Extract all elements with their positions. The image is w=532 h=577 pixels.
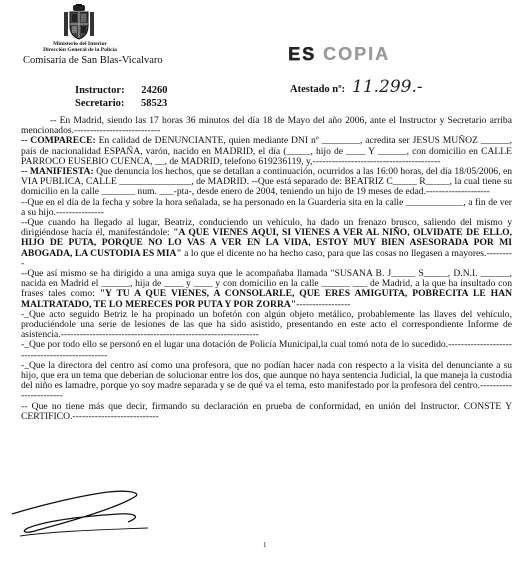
friend-text: --Que así mismo se ha dirigido a una amiga suya que le acompañaba llamada "SUSANA B. J_____ S_____, D.N.I. ______, nacida en Madrid el ______, hija de ____ y ____ y con domicilio en la calle ______ ___ de Madrid, a la que ha insultado con frases tales como: bbox=[21, 268, 512, 300]
opening-paragraph: -- En Madrid, siendo las 17 horas 36 minutos del día 18 de Mayo del año 2006, ante el Instructor y Secretario arriba mencionados.--------------------------- bbox=[21, 115, 512, 137]
handwritten-signature bbox=[8, 486, 158, 546]
assault-paragraph: -_Que acto seguido Betriz le ha propinado un bofetón con algún objeto metálico, probablemente las llaves del vehículo, produciéndole una serie de lesiones de las que ha sido asistido, presentando en este acto el correspondiente Informe de asistencia.-------------------------------------------------------------- bbox=[21, 308, 512, 341]
officer-ids bbox=[75, 84, 167, 110]
incident-quote: "A QUE VIENES AQUI, SI VIENES A VER AL NIÑO, OLVIDATE DE ELLO, HIJO DE PUTA, PORQUE NO LO VAS A VER EN LA VIDA, ESTOY MUY BIEN ASESORADA POR MI ABOGADA, LA CUSTODIA ES MIA" bbox=[21, 227, 512, 259]
instructor-value: 24260 bbox=[141, 85, 168, 96]
ministry-heading bbox=[30, 41, 130, 54]
statement-body bbox=[21, 116, 512, 422]
incident-paragraph bbox=[21, 218, 512, 269]
stamp-left-text: ES bbox=[288, 44, 317, 64]
school-paragraph: -_Que la directora del centro así como una profesora, que no podían hacer nada con respecto a la visita del denunciante a su hijo, que era un tema que deberían de solucionar entre los dos, que aunque no haya sentencia Judicial, la que maneja la custodia del niño es lamadre, porque yo soy madre separada y se de qué va el tema, esto manifestado por la profesora del centro.----------------------- bbox=[21, 359, 512, 402]
secretary-row bbox=[75, 97, 167, 110]
comparece-paragraph bbox=[21, 136, 512, 167]
coat-of-arms-logo bbox=[62, 4, 96, 40]
secretary-label: Secretario: bbox=[75, 98, 125, 109]
friend-text-end: ----------------- bbox=[296, 298, 351, 310]
incident-text: --Que cuando ha llegado al lugar, Beatriz, conduciendo un vehículo, ha dado un frenazo brusco, saliendo del mismo y dirigiéndose hacía él, manifestándole: bbox=[21, 217, 512, 239]
secretary-value: 58523 bbox=[141, 98, 168, 109]
instructor-label: Instructor: bbox=[75, 85, 125, 96]
closing-paragraph: -- Que no tiene más que decir, firmando su declaración en prueba de conformidad, en unión del Instructor. CONSTE Y CERTIFICO.--------------------------- bbox=[21, 400, 512, 422]
police-directorate: Dirección General de la Policía bbox=[43, 47, 117, 54]
comparece-text: En calidad de DENUNCIANTE, quien mediante DNI nº ________, acredita ser JESUS MUÑOZ ______, país de nacionalidad ESPAÑA, varón, nacido en MADRID, el día (_____, hijo de ____ Y ______, con domicilio en CALLE PARROCO EUSEBIO CUENCA, __, de MADRID, telefono 619236119, y,---------------------------------------- bbox=[21, 135, 512, 167]
page-number: 1 bbox=[263, 541, 267, 549]
atestado-number-handwritten: 11.299.- bbox=[352, 77, 423, 97]
instructor-row bbox=[75, 84, 167, 97]
atestado-label: Atestado nº: bbox=[290, 84, 346, 95]
guarderia-paragraph: --Que en el día de la fecha y sobre la hora señalada, se ha personado en la Guardería sita en la calle ____________, a fin de ver a su hijo.--------------- bbox=[21, 196, 512, 218]
stamp-right-text: COPIA bbox=[323, 44, 391, 64]
copy-stamp bbox=[288, 44, 390, 65]
manifiesta-label: -- MANIFIESTA: bbox=[21, 166, 94, 178]
manifiesta-paragraph bbox=[21, 167, 512, 198]
commissariat-name: Comisaría de San Blas-Vicalvaro bbox=[23, 55, 163, 66]
manifiesta-text: Que denuncia los hechos, que se detallan a continuación, ocurridos a las 16:00 horas, del día 18/05/2006, en VIA PUBLICA, CALLE _______________, de MADRID. --Que está separado de: BEATRIZ C_____ R_____, la cual tiene su domicilio en la calle _______ num. ___-pta-, desde enero de 2004, teniendo un hijo de 19 meses de edad.-------------------- bbox=[21, 166, 512, 198]
comparece-label: -- COMPARECE: bbox=[21, 135, 96, 147]
incident-text-end: a lo que el dicente no ha hecho caso, para que las cosas no llegasen a mayores.--------- bbox=[21, 247, 513, 269]
friend-quote: "Y TU A QUE VIENES, A CONSOLARLE, QUE ERES AMIGUITA, POBRECITA LE HAN MALTRATADO, TE LO MERECES POR PUTA Y POR ZORRA" bbox=[21, 288, 512, 310]
police-paragraph: -_Que por todo ello se personó en el lugar una dotación de Policía Municipal,la cual tomó nota de lo sucedido.----------------------------------------------- bbox=[21, 339, 512, 361]
friend-paragraph bbox=[21, 269, 512, 310]
ministry-name: Ministerio del Interior bbox=[53, 41, 107, 47]
